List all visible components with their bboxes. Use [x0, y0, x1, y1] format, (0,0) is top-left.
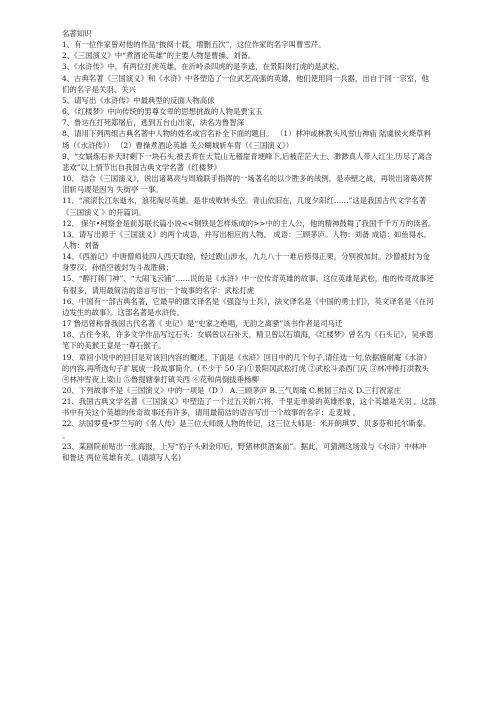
- paragraph-22: 22、法国罗曼•罗兰写的《名人传》是三位大师级人物的传记，这三位大师是：米开朗琪罗、贝多芬和托尔斯泰。 。: [62, 419, 431, 440]
- paragraph-11: 11、“滚滚长江东逝水，浪花淘尽英雄。是非成败转头空。青山依旧在，几度夕阳红……”这是我国古代文学名著《三国演义 》的开篇词。: [62, 196, 427, 217]
- paragraph-5: 5、请写出《水浒传》中最典型的反面人物高俅: [62, 95, 215, 105]
- paragraph-13: 13、请写出源于《三国演义》的两个成语，并写出相应的人物。 成语：三顾茅庐。人物：刘备 成语：如鱼得水。人物：刘备: [62, 229, 431, 250]
- paragraph-list: [62, 39, 436, 463]
- paragraph-4: 4、古典名著《三国演义》和《水浒》中各塑造了一位武艺高强的英雄，他们使用同一兵器，出自于同一宗室，他们的名字是关羽、关兴: [62, 73, 429, 94]
- paragraph-15: 15、“醉打蒋门神”、“大闹飞云浦”……说的是《水浒》中一位传奇英雄的故事。这位英雄是武松，他的传奇故事还有很多，请用最简洁的语言写出一个故事的名字：武松打虎: [62, 274, 434, 295]
- paragraph-19: 19、章回小说中的回目是对该回内容的概述。下面是《水浒》回目中的几个句子,请任选一句,依据施耐庵《水浒》的内容,再所选句子扩展成一段故事简介。(不少于 50 字)①景阳冈武松打虎 ②武松斗杀西门庆 ③林冲棒打洪教头 ④林冲雪夜上梁山 ⑤鲁提辖拳打镇关西 ⑥花和尚倒拔垂杨柳: [62, 352, 431, 384]
- paragraph-21: 21、我国古典文学名著《三国演义》中塑造了一个过五关斩六将、千里走单骑的英雄形象，这个英雄是关羽 。这部书中有关这个英雄的传奇故事还有许多，请用最简洁的语言写出一个故事的名字：走麦城 。: [62, 397, 436, 418]
- paragraph-8: 8、请用下列两组古典名著中人物的姓名或官名补全下面的题目。 （1）林冲或林教头风雪山神庙 陆虞侯火烧草料场（《水浒传》） （2）曹操煮酒论英雄 关公糊城斩车胄（《三国演义》）: [62, 129, 431, 150]
- paragraph-16: 16、中国有一部古典名著，它最早的德文译名是《强盗与士兵》，法文译名是《中国的勇士们》，英文译名是《在河边发生的故事》。这部名著是水浒传。: [62, 296, 434, 317]
- paragraph-3: 3、《水浒传》中，有两位打虎英雄，在沂岭杀四虎的是李逵，在景阳岗打虎的是武松。: [62, 62, 344, 72]
- paragraph-2: 2、《三国演义》中“煮酒论英雄”的主要人物是曹操、刘备。: [62, 51, 256, 61]
- document-page: [62, 28, 436, 463]
- paragraph-9: 9、“女娲炼石补天时剩下一块石头,被丢弃在大荒山无稽崖青埂峰下,后被茫茫大士、渺渺真人带入红尘,历尽了离合悲欢”以上情节出自我国古典文学名著《红楼梦》: [62, 151, 433, 172]
- paragraph-14: 14、《西游记》中唐僧师徒四人西天取经，经过跋山涉水，九九八十一难后修得正果，分别被加封。沙僧被封为金身罗汉；孙悟空被封为斗战胜佛；: [62, 252, 430, 273]
- paragraph-1: 1、有一位作家曾对他的作品“披阅十载，增删五次”，这位作家的名字叫曹雪芹。: [62, 40, 326, 50]
- paragraph-17: 17 鲁迅曾称誉我国古代名著《 史记》是“史家之绝唱，无韵之离骚”该书作者是司马迁: [62, 319, 343, 329]
- paragraph-12: 12、 保尔•柯察金是前苏联长篇小说<<钢铁是怎样炼成的>>中的主人公，他的精神鼓舞了我国千千万万的读者。: [62, 218, 436, 228]
- paragraph-23: 23、某剧院前贴出一张海报，上写“豹子头刺金印后，野猪林供酒案前”。据此，可猜测这场戏与《水浒》中林冲 和鲁达 两位英雄有关。(请填写人名): [62, 441, 427, 462]
- document-title: 名著知识: [62, 29, 92, 38]
- paragraph-18: 18、古往今来，许多文学作品写过石头：女娲曾以石补天，精卫曾以石填海，《红楼梦》曾名为《石头记》，吴承恩笔下的美猴王竟是一尊石猴子。: [62, 330, 434, 351]
- paragraph-10: 10、 结合《三国演义》，说出诸葛亮与周瑜联手指挥的一场著名的以少胜多的战例，是赤壁之战，再说出诸葛亮挥泪斩马谡是因为 失街亭 一事。: [62, 174, 433, 195]
- paragraph-20: 20、下列故事不是《三国演义》中的一项是（D ） A.三顾茅庐 B.三气周瑜 C.桃园三结义 D.三打祝家庄: [62, 386, 402, 395]
- paragraph-7: 7、鲁达在打死郑屠后，逃到五台山出家，法名为鲁智深: [62, 118, 245, 128]
- paragraph-6: 6、《红楼梦》中向传统的男尊女卑的思想挑战的人物是贾宝玉: [62, 107, 263, 117]
